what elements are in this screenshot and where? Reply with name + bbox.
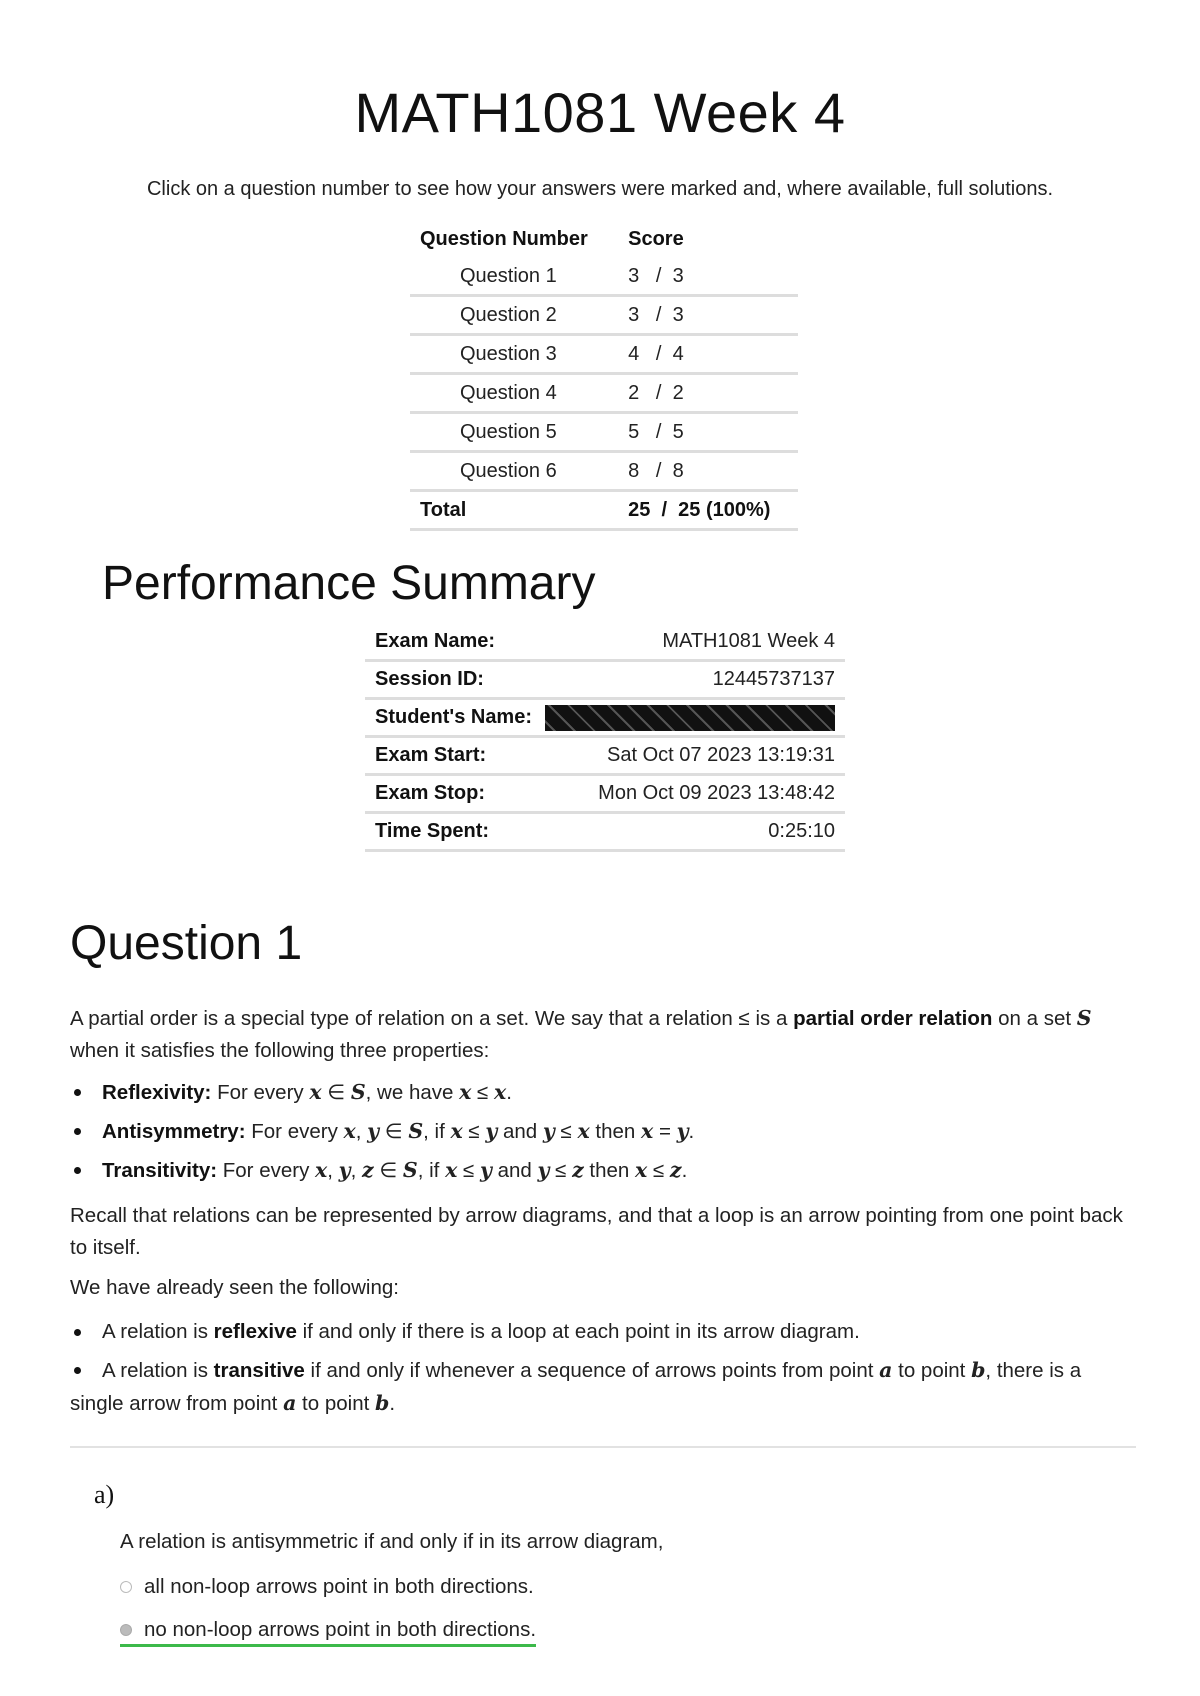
exam-name-label: Exam Name:: [365, 624, 553, 661]
antisymmetry-label: Antisymmetry:: [102, 1120, 246, 1143]
table-row: [410, 452, 798, 491]
list-item: Reflexivity: For every x ∈ S, we have x ≤ x.: [70, 1076, 1135, 1109]
part-a-label: a): [94, 1480, 115, 1509]
option-no-non-loop[interactable]: [120, 1618, 536, 1647]
question-6-link[interactable]: Question 6: [410, 452, 618, 491]
redacted-student-name: [545, 705, 835, 731]
exam-name-value: MATH1081 Week 4: [553, 624, 845, 661]
list-item: Antisymmetry: For every x, y ∈ S, if x ≤ y and y ≤ x then x = y.: [70, 1115, 1135, 1148]
radio-unselected[interactable]: [120, 1581, 132, 1593]
reflexivity-label: Reflexivity:: [102, 1081, 212, 1104]
table-row: [410, 374, 798, 413]
table-row: [365, 661, 845, 699]
total-label: Total: [410, 491, 618, 530]
question-2-score: 3 / 3: [628, 303, 684, 326]
list-item: Transitivity: For every x, y, z ∈ S, if x ≤ y and y ≤ z then x ≤ z.: [70, 1154, 1135, 1187]
question-3-link[interactable]: Question 3: [410, 335, 618, 374]
question-5-score: 5 / 5: [628, 420, 684, 443]
question-6-score: 8 / 8: [628, 459, 684, 482]
properties-list: [70, 1076, 1135, 1193]
part-a-prompt: A relation is antisymmetric if and only if in its arrow diagram,: [120, 1530, 664, 1553]
total-row: [410, 491, 798, 530]
transitivity-label: Transitivity:: [102, 1159, 218, 1182]
performance-table: [365, 624, 845, 852]
exam-start-label: Exam Start:: [365, 737, 553, 775]
exam-stop-label: Exam Stop:: [365, 775, 553, 813]
student-name-label: Student's Name:: [365, 699, 553, 737]
question-5-link[interactable]: Question 5: [410, 413, 618, 452]
score-table: [410, 222, 798, 531]
partial-order-definition: A partial order is a special type of relation on a set. We say that a relation ≤ is a partial order relation on a set S when it satisfies the following three properties:: [70, 1006, 1092, 1062]
total-score: 25 / 25 (100%): [628, 498, 771, 521]
table-row: [410, 296, 798, 335]
option-label: no non-loop arrows point in both directions.: [144, 1618, 537, 1641]
header-question-number: Question Number: [420, 227, 588, 250]
table-row: [365, 813, 845, 851]
header-score: Score: [628, 227, 684, 250]
time-spent-value: 0:25:10: [553, 813, 845, 851]
list-item: A relation is reflexive if and only if there is a loop at each point in its arrow diagram.: [70, 1316, 1135, 1348]
question-1-link[interactable]: Question 1: [410, 258, 618, 296]
time-spent-label: Time Spent:: [365, 813, 553, 851]
table-row: [365, 737, 845, 775]
question-1-score: 3 / 3: [628, 264, 684, 287]
question-3-score: 4 / 4: [628, 342, 684, 365]
seen-list: [70, 1316, 1135, 1426]
page-title: MATH1081 Week 4: [354, 81, 846, 144]
list-item: A relation is transitive if and only if whenever a sequence of arrows points from point a to point b, there is a single arrow from point a to point b.: [70, 1354, 1135, 1420]
recall-paragraph: Recall that relations can be represented by arrow diagrams, and that a loop is an arrow pointing from one point back to itself.: [70, 1204, 1123, 1259]
table-row: [365, 775, 845, 813]
table-row: [365, 699, 845, 737]
table-row: [365, 624, 845, 661]
table-row: [410, 258, 798, 296]
option-all-non-loop[interactable]: [120, 1575, 534, 1599]
table-row: [410, 335, 798, 374]
exam-stop-value: Mon Oct 09 2023 13:48:42: [553, 775, 845, 813]
option-label: all non-loop arrows point in both directions.: [144, 1575, 534, 1598]
table-row: [410, 413, 798, 452]
radio-selected[interactable]: [120, 1624, 132, 1636]
intro-text: Click on a question number to see how your answers were marked and, where available, full solutions.: [146, 178, 1054, 200]
question-4-score: 2 / 2: [628, 381, 684, 404]
question-1-heading: Question 1: [70, 917, 303, 970]
performance-summary-heading: Performance Summary: [102, 557, 596, 610]
already-seen-paragraph: We have already seen the following:: [70, 1276, 399, 1299]
divider: [70, 1446, 1136, 1448]
question-4-link[interactable]: Question 4: [410, 374, 618, 413]
session-id-value: 12445737137: [553, 661, 845, 699]
session-id-label: Session ID:: [365, 661, 553, 699]
exam-start-value: Sat Oct 07 2023 13:19:31: [553, 737, 845, 775]
question-2-link[interactable]: Question 2: [410, 296, 618, 335]
